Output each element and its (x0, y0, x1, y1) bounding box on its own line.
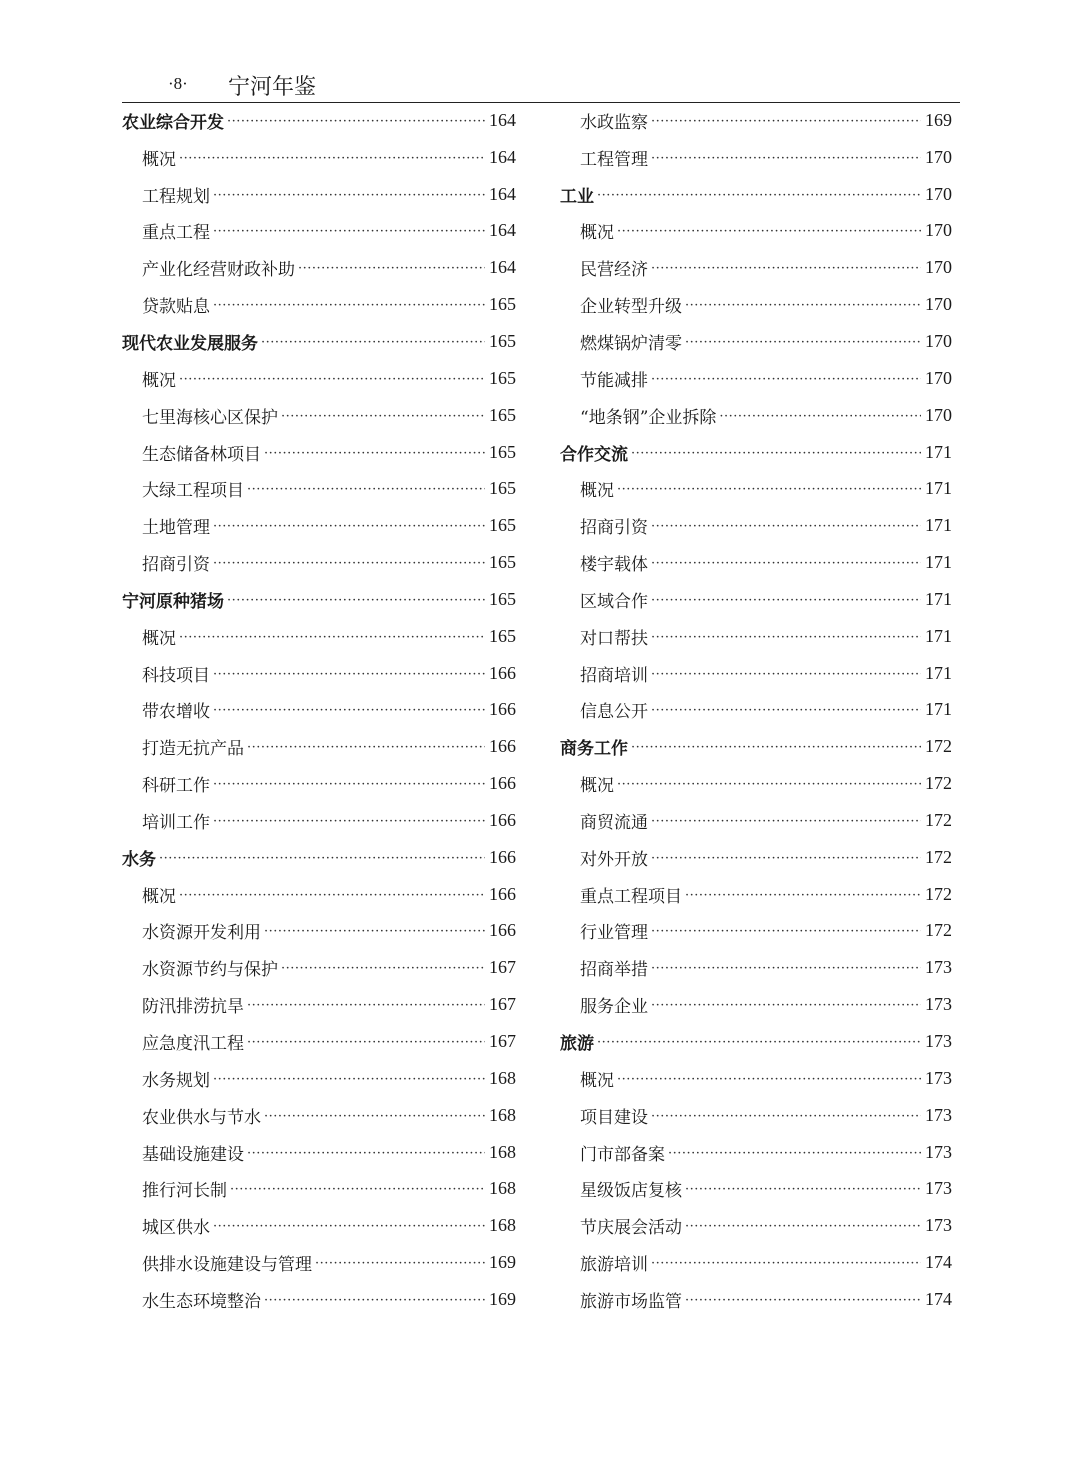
toc-entry-title: 水政监察 (580, 112, 648, 133)
dot-leader (298, 261, 485, 276)
dot-leader (651, 1256, 921, 1271)
toc-page-number: 167 (489, 1031, 516, 1052)
toc-page-number: 170 (925, 330, 952, 351)
toc-section-entry[interactable] (560, 176, 952, 213)
dot-leader (651, 924, 921, 939)
toc-page-number: 172 (925, 736, 952, 757)
dot-leader (685, 1182, 921, 1197)
toc-page-number: 172 (925, 846, 952, 867)
dot-leader (213, 556, 485, 571)
toc-entry[interactable] (560, 470, 952, 507)
toc-page-number: 171 (925, 441, 952, 462)
toc-entry[interactable] (122, 249, 516, 286)
toc-entry-title: 七里海核心区保护 (142, 407, 278, 428)
toc-entry-title: 楼宇载体 (580, 555, 648, 576)
toc-entry-title: 科研工作 (142, 776, 210, 797)
dot-leader (247, 1035, 485, 1050)
toc-entry-title: 应急度汛工程 (142, 1034, 244, 1055)
dot-leader (685, 1219, 921, 1234)
toc-entry[interactable] (122, 1060, 516, 1097)
dot-leader (685, 1293, 921, 1308)
toc-page-number: 173 (925, 1215, 952, 1236)
toc-page-number: 171 (925, 478, 952, 499)
toc-entry[interactable] (122, 618, 516, 655)
toc-page-number: 166 (489, 883, 516, 904)
dot-leader (651, 593, 921, 608)
toc-page-number: 171 (925, 699, 952, 720)
toc-page-number: 167 (489, 994, 516, 1015)
dot-leader (651, 961, 921, 976)
toc-entry[interactable] (122, 949, 516, 986)
dot-leader (247, 1146, 485, 1161)
dot-leader (651, 630, 921, 645)
dot-leader (651, 851, 921, 866)
toc-entry[interactable] (122, 507, 516, 544)
dot-leader (213, 224, 485, 239)
toc-entry[interactable] (122, 470, 516, 507)
toc-entry[interactable] (122, 765, 516, 802)
toc-page-number: 166 (489, 809, 516, 830)
toc-entry-title: 水生态环境整治 (142, 1291, 261, 1312)
dot-leader (264, 924, 485, 939)
toc-entry[interactable] (560, 1244, 952, 1281)
toc-entry-title: 对外开放 (580, 849, 648, 870)
toc-page-number: 167 (489, 957, 516, 978)
toc-entry-title: 大绿工程项目 (142, 481, 244, 502)
toc-entry-title: 旅游培训 (580, 1255, 648, 1276)
toc-page-number: 165 (489, 294, 516, 315)
toc-entry-title: 信息公开 (580, 702, 648, 723)
toc-page-number: 171 (925, 625, 952, 646)
toc-entry-title: 概况 (142, 370, 176, 391)
toc-section-entry[interactable] (122, 581, 516, 618)
dot-leader (227, 114, 485, 129)
dot-leader (213, 703, 485, 718)
toc-page-number: 166 (489, 736, 516, 757)
dot-leader (179, 630, 485, 645)
dot-leader (651, 372, 921, 387)
toc-page-number: 173 (925, 994, 952, 1015)
toc-entry-title: 项目建设 (580, 1107, 648, 1128)
toc-page-number: 171 (925, 662, 952, 683)
dot-leader (247, 740, 485, 755)
dot-leader (264, 1293, 485, 1308)
dot-leader (651, 703, 921, 718)
toc-entry[interactable] (122, 397, 516, 434)
dot-leader (247, 998, 485, 1013)
toc-page-number: 173 (925, 1104, 952, 1125)
toc-page-number: 170 (925, 183, 952, 204)
toc-page-number: 169 (489, 1252, 516, 1273)
toc-page-number: 170 (925, 294, 952, 315)
dot-leader (213, 298, 485, 313)
toc-entry[interactable] (560, 286, 952, 323)
toc-page-number: 164 (489, 220, 516, 241)
toc-entry-title: 区域合作 (580, 591, 648, 612)
dot-leader (719, 409, 921, 424)
toc-page-number: 169 (489, 1288, 516, 1309)
dot-leader (685, 335, 921, 350)
toc-entry-title: 工程管理 (580, 149, 648, 170)
toc-entry-title: 推行河长制 (142, 1181, 227, 1202)
dot-leader (685, 298, 921, 313)
toc-page-number: 170 (925, 404, 952, 425)
dot-leader (617, 224, 921, 239)
dot-leader (281, 409, 485, 424)
toc-page-number: 173 (925, 957, 952, 978)
toc-entry-title: 水务 (122, 849, 156, 870)
toc-entry[interactable] (560, 1060, 952, 1097)
toc-entry[interactable] (560, 323, 952, 360)
dot-leader (179, 888, 485, 903)
book-title: 宁河年鉴 (228, 75, 317, 100)
toc-entry-title: 燃煤锅炉清零 (580, 333, 682, 354)
toc-entry[interactable] (560, 986, 952, 1023)
dot-leader (179, 151, 485, 166)
toc-entry[interactable] (560, 618, 952, 655)
toc-entry[interactable] (560, 692, 952, 729)
toc-entry[interactable] (122, 1244, 516, 1281)
toc-entry-title: 节能减排 (580, 370, 648, 391)
toc-page-number: 166 (489, 920, 516, 941)
toc-entry-title: 概况 (580, 223, 614, 244)
dot-leader (247, 482, 485, 497)
dot-leader (159, 851, 485, 866)
toc-entry[interactable] (560, 876, 952, 913)
toc-entry-title: 现代农业发展服务 (122, 333, 258, 354)
toc-entry[interactable] (122, 1207, 516, 1244)
toc-entry-title: 水资源开发利用 (142, 923, 261, 944)
toc-entry-title: 土地管理 (142, 518, 210, 539)
toc-section-entry[interactable] (560, 434, 952, 471)
toc-entry[interactable] (560, 397, 952, 434)
toc-entry-title: 概况 (142, 628, 176, 649)
toc-entry[interactable] (122, 544, 516, 581)
dot-leader (227, 593, 485, 608)
toc-page-number: 169 (925, 109, 952, 130)
toc-page-number: 174 (925, 1288, 952, 1309)
toc-entry-title: 商贸流通 (580, 812, 648, 833)
toc-entry[interactable] (122, 286, 516, 323)
dot-leader (651, 519, 921, 534)
dot-leader (213, 1072, 485, 1087)
toc-section-entry[interactable] (122, 839, 516, 876)
dot-leader (179, 372, 485, 387)
dot-leader (213, 814, 485, 829)
toc-left-column (122, 102, 516, 1318)
toc-page-number: 166 (489, 773, 516, 794)
toc-entry[interactable] (560, 949, 952, 986)
toc-entry-title: 门市部备案 (580, 1144, 665, 1165)
toc-entry[interactable] (122, 802, 516, 839)
toc-entry-title: 招商引资 (142, 555, 210, 576)
toc-page-number: 165 (489, 330, 516, 351)
dot-leader (213, 519, 485, 534)
toc-page-number: 172 (925, 920, 952, 941)
toc-page-number: 168 (489, 1067, 516, 1088)
toc-entry[interactable] (560, 655, 952, 692)
toc-page-number: 170 (925, 257, 952, 278)
toc-entry[interactable] (560, 765, 952, 802)
dot-leader (213, 188, 485, 203)
toc-entry[interactable] (560, 102, 952, 139)
toc-page-number: 166 (489, 699, 516, 720)
toc-entry[interactable] (122, 913, 516, 950)
toc-page-number: 168 (489, 1141, 516, 1162)
toc-page-number: 168 (489, 1178, 516, 1199)
toc-entry-title: 农业综合开发 (122, 112, 224, 133)
toc-entry[interactable] (560, 544, 952, 581)
toc-section-entry[interactable] (122, 323, 516, 360)
toc-entry-title: 民营经济 (580, 260, 648, 281)
dot-leader (651, 556, 921, 571)
toc-page-number: 166 (489, 662, 516, 683)
toc-entry-title: 招商举措 (580, 960, 648, 981)
toc-entry-title: 水资源节约与保护 (142, 960, 278, 981)
dot-leader (651, 998, 921, 1013)
dot-leader (261, 335, 485, 350)
toc-page-number: 165 (489, 404, 516, 425)
toc-page-number: 168 (489, 1215, 516, 1236)
toc-entry-title: 生态储备林项目 (142, 444, 261, 465)
toc-section-entry[interactable] (122, 102, 516, 139)
toc-entry[interactable] (122, 1023, 516, 1060)
dot-leader (264, 1109, 485, 1124)
toc-entry-title: 科技项目 (142, 665, 210, 686)
toc-page-number: 170 (925, 220, 952, 241)
toc-entry[interactable] (122, 213, 516, 250)
page-number: ·8· (168, 74, 188, 93)
toc-entry-title: 合作交流 (560, 444, 628, 465)
toc-page-number: 165 (489, 515, 516, 536)
toc-entry[interactable] (122, 1097, 516, 1134)
toc-entry-title: 招商培训 (580, 665, 648, 686)
toc-entry[interactable] (122, 176, 516, 213)
toc-entry[interactable] (560, 1281, 952, 1318)
toc-entry[interactable] (122, 986, 516, 1023)
dot-leader (651, 261, 921, 276)
toc-entry[interactable] (560, 507, 952, 544)
toc-page-number: 164 (489, 146, 516, 167)
dot-leader (281, 961, 485, 976)
toc-entry-title: 节庆展会活动 (580, 1218, 682, 1239)
toc-entry-title: 工程规划 (142, 186, 210, 207)
toc-page-number: 173 (925, 1178, 952, 1199)
toc-entry-title: 企业转型升级 (580, 297, 682, 318)
dot-leader (651, 114, 921, 129)
toc-page-number: 174 (925, 1252, 952, 1273)
toc-entry-title: 概况 (142, 149, 176, 170)
toc-entry-title: 招商引资 (580, 518, 648, 539)
toc-page-number: 173 (925, 1141, 952, 1162)
toc-entry[interactable] (560, 213, 952, 250)
toc-entry[interactable] (560, 249, 952, 286)
toc-entry[interactable] (560, 839, 952, 876)
dot-leader (213, 667, 485, 682)
toc-entry[interactable] (560, 1170, 952, 1207)
toc-page-number: 171 (925, 552, 952, 573)
toc-entry-title: 城区供水 (142, 1218, 210, 1239)
dot-leader (213, 1219, 485, 1234)
toc-entry-title: 打造无抗产品 (142, 739, 244, 760)
toc-entry-title: 商务工作 (560, 739, 628, 760)
toc-entry[interactable] (560, 802, 952, 839)
toc-page-number: 173 (925, 1031, 952, 1052)
dot-leader (651, 814, 921, 829)
toc-page-number: 165 (489, 625, 516, 646)
toc-page-number: 172 (925, 883, 952, 904)
dot-leader (617, 777, 921, 792)
toc-entry[interactable] (122, 360, 516, 397)
toc-entry-title: 旅游市场监管 (580, 1291, 682, 1312)
toc-page-number: 164 (489, 109, 516, 130)
dot-leader (617, 1072, 921, 1087)
toc-entry-title: 星级饭店复核 (580, 1181, 682, 1202)
toc-section-entry[interactable] (560, 728, 952, 765)
toc-page-number: 172 (925, 809, 952, 830)
dot-leader (668, 1146, 921, 1161)
toc-right-column (560, 102, 952, 1318)
toc-entry[interactable] (560, 360, 952, 397)
toc-page-number: 165 (489, 478, 516, 499)
toc-entry-title: 行业管理 (580, 923, 648, 944)
toc-page-number: 164 (489, 257, 516, 278)
toc-page-number: 165 (489, 552, 516, 573)
toc-page-number: 165 (489, 588, 516, 609)
toc-entry[interactable] (122, 655, 516, 692)
toc-entry-title: 防汛排涝抗旱 (142, 997, 244, 1018)
toc-entry[interactable] (122, 1170, 516, 1207)
dot-leader (631, 740, 921, 755)
toc-page-number: 165 (489, 367, 516, 388)
dot-leader (264, 446, 485, 461)
toc-section-entry[interactable] (560, 1023, 952, 1060)
toc-entry-title: 概况 (580, 776, 614, 797)
toc-entry[interactable] (560, 1207, 952, 1244)
dot-leader (631, 446, 921, 461)
toc-entry[interactable] (122, 876, 516, 913)
toc-page-number: 168 (489, 1104, 516, 1125)
toc-entry-title: 水务规划 (142, 1070, 210, 1091)
toc-page-number: 170 (925, 367, 952, 388)
toc-entry[interactable] (122, 728, 516, 765)
toc-entry-title: 重点工程项目 (580, 886, 682, 907)
toc-entry-title: 基础设施建设 (142, 1144, 244, 1165)
dot-leader (315, 1256, 485, 1271)
dot-leader (230, 1182, 485, 1197)
toc-entry-title: 宁河原种猪场 (122, 591, 224, 612)
toc-entry-title: 带农增收 (142, 702, 210, 723)
toc-entry-title: 贷款贴息 (142, 297, 210, 318)
dot-leader (651, 151, 921, 166)
toc-entry-title: 农业供水与节水 (142, 1107, 261, 1128)
toc-entry[interactable] (560, 139, 952, 176)
toc-entry-title: 对口帮扶 (580, 628, 648, 649)
toc-entry[interactable] (122, 692, 516, 729)
dot-leader (651, 1109, 921, 1124)
toc-entry[interactable] (122, 139, 516, 176)
toc-entry-title: “地条钢”企业拆除 (580, 407, 717, 428)
toc-entry[interactable] (560, 913, 952, 950)
toc-page-number: 166 (489, 846, 516, 867)
toc-entry-title: 工业 (560, 186, 594, 207)
toc-page-number: 173 (925, 1067, 952, 1088)
toc-entry[interactable] (560, 1097, 952, 1134)
toc-entry[interactable] (560, 1134, 952, 1171)
toc-entry-title: 概况 (580, 1070, 614, 1091)
toc-entry-title: 培训工作 (142, 812, 210, 833)
page-header (122, 64, 960, 103)
toc-entry-title: 产业化经营财政补助 (142, 260, 295, 281)
dot-leader (597, 188, 921, 203)
toc-entry[interactable] (122, 1281, 516, 1318)
toc-entry-title: 概况 (142, 886, 176, 907)
toc-entry-title: 重点工程 (142, 223, 210, 244)
toc-entry-title: 概况 (580, 481, 614, 502)
toc-entry-title: 服务企业 (580, 997, 648, 1018)
toc-page-number: 171 (925, 515, 952, 536)
toc-page-number: 170 (925, 146, 952, 167)
dot-leader (651, 667, 921, 682)
toc-entry[interactable] (560, 581, 952, 618)
dot-leader (597, 1035, 921, 1050)
toc-entry[interactable] (122, 1134, 516, 1171)
dot-leader (213, 777, 485, 792)
toc-entry-title: 供排水设施建设与管理 (142, 1255, 312, 1276)
toc-entry-title: 旅游 (560, 1034, 594, 1055)
toc-page-number: 164 (489, 183, 516, 204)
toc-page-number: 172 (925, 773, 952, 794)
toc-page-number: 165 (489, 441, 516, 462)
toc-page-number: 171 (925, 588, 952, 609)
toc-entry[interactable] (122, 434, 516, 471)
dot-leader (617, 482, 921, 497)
dot-leader (685, 888, 921, 903)
